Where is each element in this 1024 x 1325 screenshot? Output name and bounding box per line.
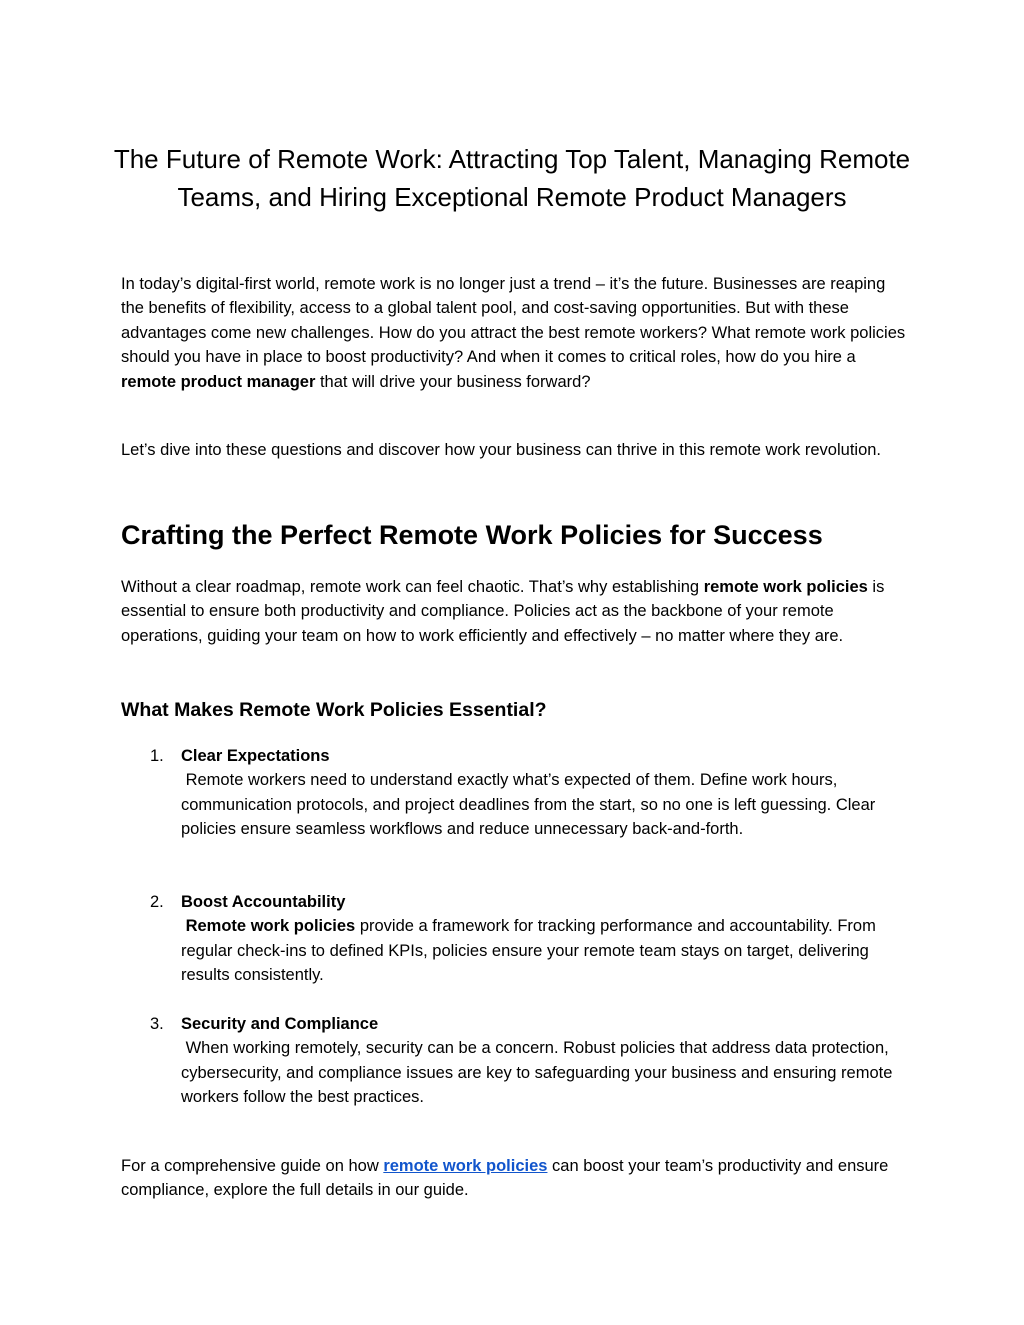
- list-item-text: provide a framework for tracking performance and accountability. From regular check-ins to defined KPIs, policies ensure your remote team stays on target, delivering results consistently.: [181, 917, 876, 985]
- list-item-title: Boost Accountability: [181, 893, 346, 911]
- list-item-title: Security and Compliance: [181, 1015, 379, 1033]
- list-body: [181, 744, 906, 842]
- intro-paragraph-1: [121, 272, 911, 394]
- list-number: 2.: [150, 893, 164, 911]
- intro-paragraph-2: Let’s dive into these questions and discover how your business can thrive in this remote work revolution.: [121, 441, 882, 459]
- section-bold-remote-work-policies: remote work policies: [703, 578, 868, 596]
- section-text-1: Without a clear roadmap, remote work can feel chaotic. That’s why establishing: [121, 578, 704, 596]
- section-subheading: What Makes Remote Work Policies Essential?: [121, 699, 547, 721]
- list-body: [181, 1012, 906, 1110]
- list-number: 1.: [150, 747, 164, 765]
- closing-paragraph: [121, 1154, 911, 1203]
- page-title: The Future of Remote Work: Attracting Top Talent, Managing Remote Teams, and Hiring Exceptional Remote Product Managers: [113, 144, 911, 212]
- section-text-2: is essential to ensure both productivity and compliance. Policies act as the backbone of your remote operations, guiding your team on how to work efficiently and effectively – no matter where they are.: [121, 578, 885, 645]
- list-body: [181, 890, 906, 988]
- intro-bold-remote-product-manager: remote product manager: [121, 372, 316, 391]
- section-paragraph: [121, 575, 911, 648]
- list-item-bold-lead: Remote work policies: [181, 917, 356, 936]
- intro-text-2: that will drive your business forward?: [315, 372, 591, 391]
- remote-work-policies-link[interactable]: remote work policies: [383, 1157, 548, 1175]
- list-number: 3.: [150, 1015, 164, 1033]
- list-item-text: Remote workers need to understand exactly what’s expected of them. Define work hours, communication protocols, and project deadlines from the start, so no one is left guessing. Clear policies ensure seamless workflows and reduce unnecessary back-and-forth.: [181, 771, 880, 839]
- closing-text-2: can boost your team’s productivity and ensure compliance, explore the full details in our guide.: [121, 1157, 889, 1200]
- list-item-text: When working remotely, security can be a concern. Robust policies that address data protection, cybersecurity, and compliance issues are key to safeguarding your business and ensuring remote workers follow the best practices.: [181, 1039, 898, 1107]
- intro-text-1: In today’s digital-first world, remote work is no longer just a trend – it’s the future. Businesses are reaping the benefits of flexibility, access to a global talent pool, and cost-saving opportunities. But with these advantages come new challenges. How do you attract the best remote workers? What remote work policies should you have in place to boost productivity? And when it comes to critical roles, how do you hire a: [121, 275, 906, 367]
- list-item-title: Clear Expectations: [181, 747, 330, 765]
- closing-text-1: For a comprehensive guide on how: [121, 1157, 384, 1175]
- section-heading: Crafting the Perfect Remote Work Policies for Success: [121, 520, 823, 550]
